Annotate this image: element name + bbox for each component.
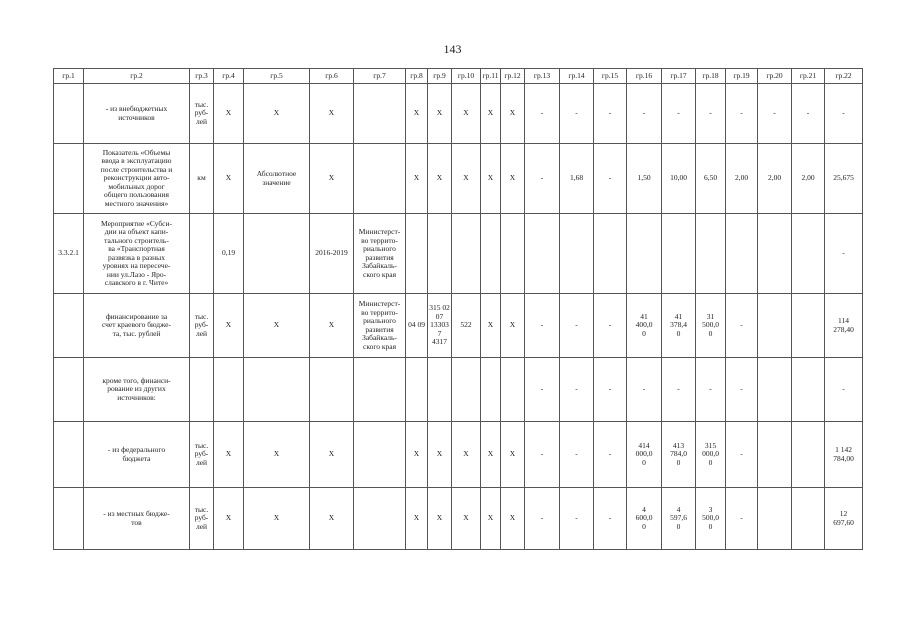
cell-gr13	[525, 214, 560, 294]
cell-gr7	[354, 488, 406, 550]
cell-gr8: 04 09	[406, 294, 428, 358]
cell-gr4: X	[214, 488, 244, 550]
cell-gr15: -	[594, 294, 627, 358]
cell-gr11: X	[481, 84, 501, 144]
table-row	[54, 84, 863, 144]
cell-gr4	[214, 358, 244, 422]
column-header-17: гр.17	[662, 69, 696, 84]
cell-gr22: -	[825, 84, 863, 144]
cell-gr21	[792, 358, 825, 422]
table-header	[54, 69, 863, 84]
cell-gr5: X	[244, 488, 310, 550]
cell-gr3: км	[190, 144, 214, 214]
cell-gr19: -	[726, 294, 758, 358]
cell-gr6: X	[310, 488, 354, 550]
cell-gr14: -	[560, 358, 594, 422]
cell-gr16: 1,50	[627, 144, 662, 214]
column-header-16: гр.16	[627, 69, 662, 84]
column-header-21: гр.21	[792, 69, 825, 84]
table-row	[54, 358, 863, 422]
cell-gr17: 413 784,0 0	[662, 422, 696, 488]
cell-gr18	[696, 214, 726, 294]
cell-gr9: X	[428, 422, 452, 488]
table-row	[54, 294, 863, 358]
table-row	[54, 422, 863, 488]
cell-gr11: X	[481, 488, 501, 550]
cell-gr1	[54, 422, 84, 488]
cell-gr10	[452, 214, 481, 294]
cell-gr16: 4 600,0 0	[627, 488, 662, 550]
cell-gr21	[792, 422, 825, 488]
cell-gr21: -	[792, 84, 825, 144]
cell-gr13: -	[525, 294, 560, 358]
cell-gr21	[792, 294, 825, 358]
cell-gr19: -	[726, 84, 758, 144]
cell-gr9: X	[428, 84, 452, 144]
column-header-11: гр.11	[481, 69, 501, 84]
cell-gr20: 2,00	[758, 144, 792, 214]
column-header-5: гр.5	[244, 69, 310, 84]
cell-gr5: X	[244, 294, 310, 358]
cell-gr1	[54, 488, 84, 550]
cell-gr5: X	[244, 84, 310, 144]
cell-gr13: -	[525, 358, 560, 422]
cell-gr9	[428, 358, 452, 422]
cell-gr3	[190, 358, 214, 422]
cell-gr8: X	[406, 422, 428, 488]
cell-gr8: X	[406, 144, 428, 214]
cell-gr10: X	[452, 488, 481, 550]
cell-gr1: 3.3.2.1	[54, 214, 84, 294]
cell-gr4: X	[214, 144, 244, 214]
cell-gr11	[481, 214, 501, 294]
cell-gr6	[310, 358, 354, 422]
cell-gr8	[406, 358, 428, 422]
column-header-10: гр.10	[452, 69, 481, 84]
cell-gr22: 25,675	[825, 144, 863, 214]
cell-gr15	[594, 214, 627, 294]
cell-gr17	[662, 214, 696, 294]
cell-gr22: 1 142 784,00	[825, 422, 863, 488]
cell-gr7	[354, 84, 406, 144]
cell-gr17: 10,00	[662, 144, 696, 214]
column-header-3: гр.3	[190, 69, 214, 84]
cell-gr1	[54, 294, 84, 358]
cell-gr4: X	[214, 84, 244, 144]
cell-gr15: -	[594, 488, 627, 550]
cell-gr18: 6,50	[696, 144, 726, 214]
cell-gr2: Мероприятие «Субси- дии на объект капи- тального строитель- ва «Транспортная развязка в разных уровнях на пересече- нии ул.Лазо - Яро- славского в г. Чите»	[84, 214, 190, 294]
cell-gr3: тыс. руб- лей	[190, 488, 214, 550]
cell-gr16	[627, 214, 662, 294]
cell-gr15: -	[594, 84, 627, 144]
cell-gr10: X	[452, 84, 481, 144]
cell-gr15: -	[594, 144, 627, 214]
cell-gr7: Министерст- во террито- риального развития Забайкаль- ского края	[354, 294, 406, 358]
cell-gr6: X	[310, 144, 354, 214]
cell-gr20	[758, 214, 792, 294]
cell-gr3: тыс. руб- лей	[190, 84, 214, 144]
cell-gr4: 0,19	[214, 214, 244, 294]
cell-gr7	[354, 144, 406, 214]
column-header-14: гр.14	[560, 69, 594, 84]
cell-gr6: X	[310, 84, 354, 144]
cell-gr9: X	[428, 144, 452, 214]
cell-gr17: 4 597,6 0	[662, 488, 696, 550]
cell-gr15: -	[594, 422, 627, 488]
column-header-20: гр.20	[758, 69, 792, 84]
table-row	[54, 488, 863, 550]
column-header-22: гр.22	[825, 69, 863, 84]
cell-gr11	[481, 358, 501, 422]
column-header-4: гр.4	[214, 69, 244, 84]
cell-gr5	[244, 214, 310, 294]
cell-gr20	[758, 488, 792, 550]
cell-gr8: X	[406, 488, 428, 550]
cell-gr19: -	[726, 422, 758, 488]
cell-gr14: -	[560, 422, 594, 488]
cell-gr3	[190, 214, 214, 294]
cell-gr16: -	[627, 358, 662, 422]
cell-gr3: тыс. руб- лей	[190, 294, 214, 358]
column-header-13: гр.13	[525, 69, 560, 84]
cell-gr8	[406, 214, 428, 294]
cell-gr2: кроме того, финанси- рование из других источников:	[84, 358, 190, 422]
table-row	[54, 214, 863, 294]
cell-gr6: X	[310, 422, 354, 488]
cell-gr22: -	[825, 214, 863, 294]
cell-gr21	[792, 488, 825, 550]
cell-gr9: 315 02 07 133037 4317	[428, 294, 452, 358]
cell-gr21: 2,00	[792, 144, 825, 214]
cell-gr13: -	[525, 488, 560, 550]
cell-gr11: X	[481, 144, 501, 214]
cell-gr6: X	[310, 294, 354, 358]
cell-gr15: -	[594, 358, 627, 422]
cell-gr12	[501, 214, 525, 294]
cell-gr6: 2016-2019	[310, 214, 354, 294]
cell-gr10: X	[452, 144, 481, 214]
cell-gr12: X	[501, 488, 525, 550]
cell-gr7: Министерст- во террито- риального развития Забайкаль- ского края	[354, 214, 406, 294]
cell-gr17: -	[662, 358, 696, 422]
cell-gr19: -	[726, 488, 758, 550]
cell-gr16: 414 000,0 0	[627, 422, 662, 488]
cell-gr14	[560, 214, 594, 294]
column-header-9: гр.9	[428, 69, 452, 84]
cell-gr13: -	[525, 422, 560, 488]
cell-gr18: 315 000,0 0	[696, 422, 726, 488]
page-number: 143	[443, 42, 462, 56]
cell-gr14: 1,68	[560, 144, 594, 214]
cell-gr10	[452, 358, 481, 422]
cell-gr4: X	[214, 294, 244, 358]
cell-gr20	[758, 358, 792, 422]
cell-gr16: 41 400,0 0	[627, 294, 662, 358]
cell-gr12: X	[501, 294, 525, 358]
column-header-1: гр.1	[54, 69, 84, 84]
cell-gr11: X	[481, 422, 501, 488]
cell-gr13: -	[525, 144, 560, 214]
cell-gr12: X	[501, 422, 525, 488]
cell-gr2: - из федерального бюджета	[84, 422, 190, 488]
cell-gr18: 3 500,0 0	[696, 488, 726, 550]
cell-gr1	[54, 84, 84, 144]
cell-gr9: X	[428, 488, 452, 550]
cell-gr2: - из внебюджетных источников	[84, 84, 190, 144]
column-header-19: гр.19	[726, 69, 758, 84]
cell-gr9	[428, 214, 452, 294]
cell-gr17: 41 378,4 0	[662, 294, 696, 358]
cell-gr12	[501, 358, 525, 422]
cell-gr12: X	[501, 84, 525, 144]
cell-gr4: X	[214, 422, 244, 488]
cell-gr19	[726, 214, 758, 294]
cell-gr14: -	[560, 488, 594, 550]
table-body	[54, 84, 863, 550]
cell-gr3: тыс. руб- лей	[190, 422, 214, 488]
cell-gr5: Абсолютное значение	[244, 144, 310, 214]
cell-gr20: -	[758, 84, 792, 144]
cell-gr19: 2,00	[726, 144, 758, 214]
cell-gr12: X	[501, 144, 525, 214]
cell-gr1	[54, 358, 84, 422]
column-header-15: гр.15	[594, 69, 627, 84]
cell-gr20	[758, 422, 792, 488]
column-header-12: гр.12	[501, 69, 525, 84]
column-header-2: гр.2	[84, 69, 190, 84]
cell-gr1	[54, 144, 84, 214]
column-header-8: гр.8	[406, 69, 428, 84]
cell-gr5	[244, 358, 310, 422]
cell-gr2: финансирование за счет краевого бюдже- та, тыс. рублей	[84, 294, 190, 358]
column-header-18: гр.18	[696, 69, 726, 84]
cell-gr14: -	[560, 294, 594, 358]
cell-gr17: -	[662, 84, 696, 144]
cell-gr10: X	[452, 422, 481, 488]
cell-gr14: -	[560, 84, 594, 144]
cell-gr20	[758, 294, 792, 358]
header-row	[54, 69, 863, 84]
table-row	[54, 144, 863, 214]
cell-gr5: X	[244, 422, 310, 488]
cell-gr22: -	[825, 358, 863, 422]
cell-gr19: -	[726, 358, 758, 422]
cell-gr21	[792, 214, 825, 294]
cell-gr16: -	[627, 84, 662, 144]
cell-gr18: -	[696, 84, 726, 144]
cell-gr22: 114 278,40	[825, 294, 863, 358]
cell-gr18: -	[696, 358, 726, 422]
budget-table	[53, 68, 863, 550]
cell-gr2: Показатель «Объемы ввода в эксплуатацию после строительства и реконструкции авто- мобильных дорог общего пользования местного значения»	[84, 144, 190, 214]
cell-gr11: X	[481, 294, 501, 358]
cell-gr13: -	[525, 84, 560, 144]
cell-gr7	[354, 358, 406, 422]
cell-gr8: X	[406, 84, 428, 144]
cell-gr10: 522	[452, 294, 481, 358]
cell-gr22: 12 697,60	[825, 488, 863, 550]
column-header-7: гр.7	[354, 69, 406, 84]
column-header-6: гр.6	[310, 69, 354, 84]
cell-gr18: 31 500,0 0	[696, 294, 726, 358]
cell-gr2: - из местных бюдже- тов	[84, 488, 190, 550]
cell-gr7	[354, 422, 406, 488]
